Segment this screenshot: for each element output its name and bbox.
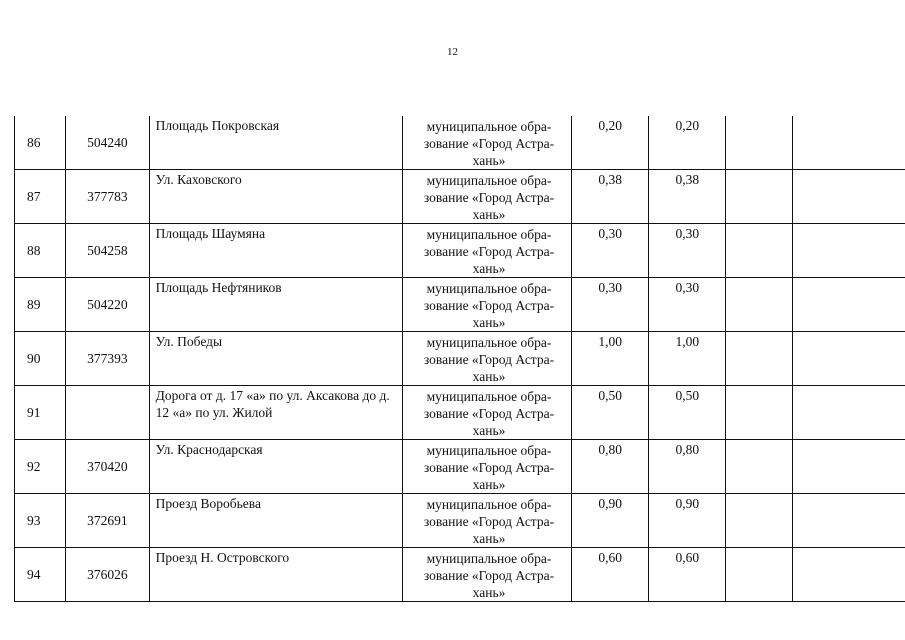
owner-line: муниципальное обра- (426, 227, 552, 242)
road-name-cell: Площадь Шаумяна (149, 224, 402, 278)
table-row (15, 332, 905, 386)
empty-cell (726, 548, 793, 602)
object-code-cell: 377783 (66, 170, 150, 224)
owner-line: муниципальное обра- (426, 551, 552, 566)
table-row (15, 224, 905, 278)
length-value-cell: 0,38 (572, 170, 649, 224)
road-name-cell: Площадь Покровская (149, 116, 402, 170)
owner-cell (403, 116, 572, 170)
table-row (15, 548, 905, 602)
owner-line: зование «Город Астра- (423, 514, 555, 529)
owner-cell (403, 224, 572, 278)
empty-cell-2 (792, 440, 905, 494)
owner-line: хань» (472, 261, 506, 276)
empty-cell (726, 386, 793, 440)
table-body (15, 116, 905, 602)
empty-cell (726, 278, 793, 332)
empty-cell-2 (792, 386, 905, 440)
length-value-cell: 0,30 (572, 224, 649, 278)
object-code-cell: 377393 (66, 332, 150, 386)
empty-cell-2 (792, 278, 905, 332)
road-name-cell: Ул. Каховского (149, 170, 402, 224)
empty-cell (726, 170, 793, 224)
empty-cell-2 (792, 548, 905, 602)
empty-cell-2 (792, 116, 905, 170)
empty-cell-2 (792, 224, 905, 278)
row-number-cell: 90 (15, 332, 66, 386)
owner-line: зование «Город Астра- (423, 406, 555, 421)
owner-cell (403, 386, 572, 440)
table-row (15, 278, 905, 332)
owner-cell (403, 548, 572, 602)
empty-cell (726, 332, 793, 386)
row-number-cell: 92 (15, 440, 66, 494)
owner-cell (403, 332, 572, 386)
length-value-cell-2: 0,30 (649, 278, 726, 332)
owner-line: муниципальное обра- (426, 119, 552, 134)
empty-cell (726, 494, 793, 548)
empty-cell (726, 440, 793, 494)
table-row (15, 116, 905, 170)
length-value-cell-2: 0,20 (649, 116, 726, 170)
empty-cell (726, 224, 793, 278)
empty-cell-2 (792, 170, 905, 224)
road-name-cell: Ул. Победы (149, 332, 402, 386)
length-value-cell: 0,90 (572, 494, 649, 548)
length-value-cell-2: 0,90 (649, 494, 726, 548)
owner-line: хань» (472, 315, 506, 330)
road-name-cell: Проезд Воробьева (149, 494, 402, 548)
owner-line: хань» (472, 207, 506, 222)
object-code-cell: 372691 (66, 494, 150, 548)
owner-line: хань» (472, 585, 506, 600)
length-value-cell-2: 0,80 (649, 440, 726, 494)
length-value-cell: 1,00 (572, 332, 649, 386)
length-value-cell-2: 0,38 (649, 170, 726, 224)
object-code-cell: 504220 (66, 278, 150, 332)
owner-line: зование «Город Астра- (423, 568, 555, 583)
row-number-cell: 88 (15, 224, 66, 278)
owner-cell (403, 278, 572, 332)
length-value-cell-2: 0,60 (649, 548, 726, 602)
table-row (15, 494, 905, 548)
row-number-cell: 91 (15, 386, 66, 440)
owner-line: муниципальное обра- (426, 443, 552, 458)
road-name-cell: Площадь Нефтяников (149, 278, 402, 332)
road-name-cell: Дорога от д. 17 «а» по ул. Аксакова до д. 12 «а» по ул. Жилой (149, 386, 402, 440)
road-name-cell: Ул. Краснодарская (149, 440, 402, 494)
row-number-cell: 86 (15, 116, 66, 170)
length-value-cell-2: 0,50 (649, 386, 726, 440)
owner-line: хань» (472, 153, 506, 168)
length-value-cell-2: 0,30 (649, 224, 726, 278)
length-value-cell-2: 1,00 (649, 332, 726, 386)
owner-line: зование «Город Астра- (423, 460, 555, 475)
page-number: 12 (447, 46, 458, 58)
owner-line: муниципальное обра- (426, 335, 552, 350)
table-row (15, 440, 905, 494)
owner-line: зование «Город Астра- (423, 244, 555, 259)
row-number-cell: 94 (15, 548, 66, 602)
owner-line: муниципальное обра- (426, 497, 552, 512)
roads-registry-table (14, 116, 905, 602)
empty-cell-2 (792, 332, 905, 386)
owner-line: хань» (472, 531, 506, 546)
owner-cell (403, 440, 572, 494)
object-code-cell: 504240 (66, 116, 150, 170)
owner-cell (403, 170, 572, 224)
object-code-cell: 504258 (66, 224, 150, 278)
road-name-cell: Проезд Н. Островского (149, 548, 402, 602)
owner-line: муниципальное обра- (426, 389, 552, 404)
row-number-cell: 89 (15, 278, 66, 332)
object-code-cell: 376026 (66, 548, 150, 602)
owner-line: хань» (472, 423, 506, 438)
length-value-cell: 0,80 (572, 440, 649, 494)
owner-line: хань» (472, 369, 506, 384)
object-code-cell (66, 386, 150, 440)
owner-line: зование «Город Астра- (423, 136, 555, 151)
owner-line: зование «Город Астра- (423, 352, 555, 367)
length-value-cell: 0,60 (572, 548, 649, 602)
empty-cell-2 (792, 494, 905, 548)
row-number-cell: 93 (15, 494, 66, 548)
length-value-cell: 0,20 (572, 116, 649, 170)
object-code-cell: 370420 (66, 440, 150, 494)
owner-line: хань» (472, 477, 506, 492)
table-row (15, 170, 905, 224)
length-value-cell: 0,50 (572, 386, 649, 440)
owner-line: муниципальное обра- (426, 281, 552, 296)
owner-cell (403, 494, 572, 548)
owner-line: зование «Город Астра- (423, 190, 555, 205)
row-number-cell: 87 (15, 170, 66, 224)
empty-cell (726, 116, 793, 170)
owner-line: муниципальное обра- (426, 173, 552, 188)
owner-line: зование «Город Астра- (423, 298, 555, 313)
length-value-cell: 0,30 (572, 278, 649, 332)
table-row (15, 386, 905, 440)
